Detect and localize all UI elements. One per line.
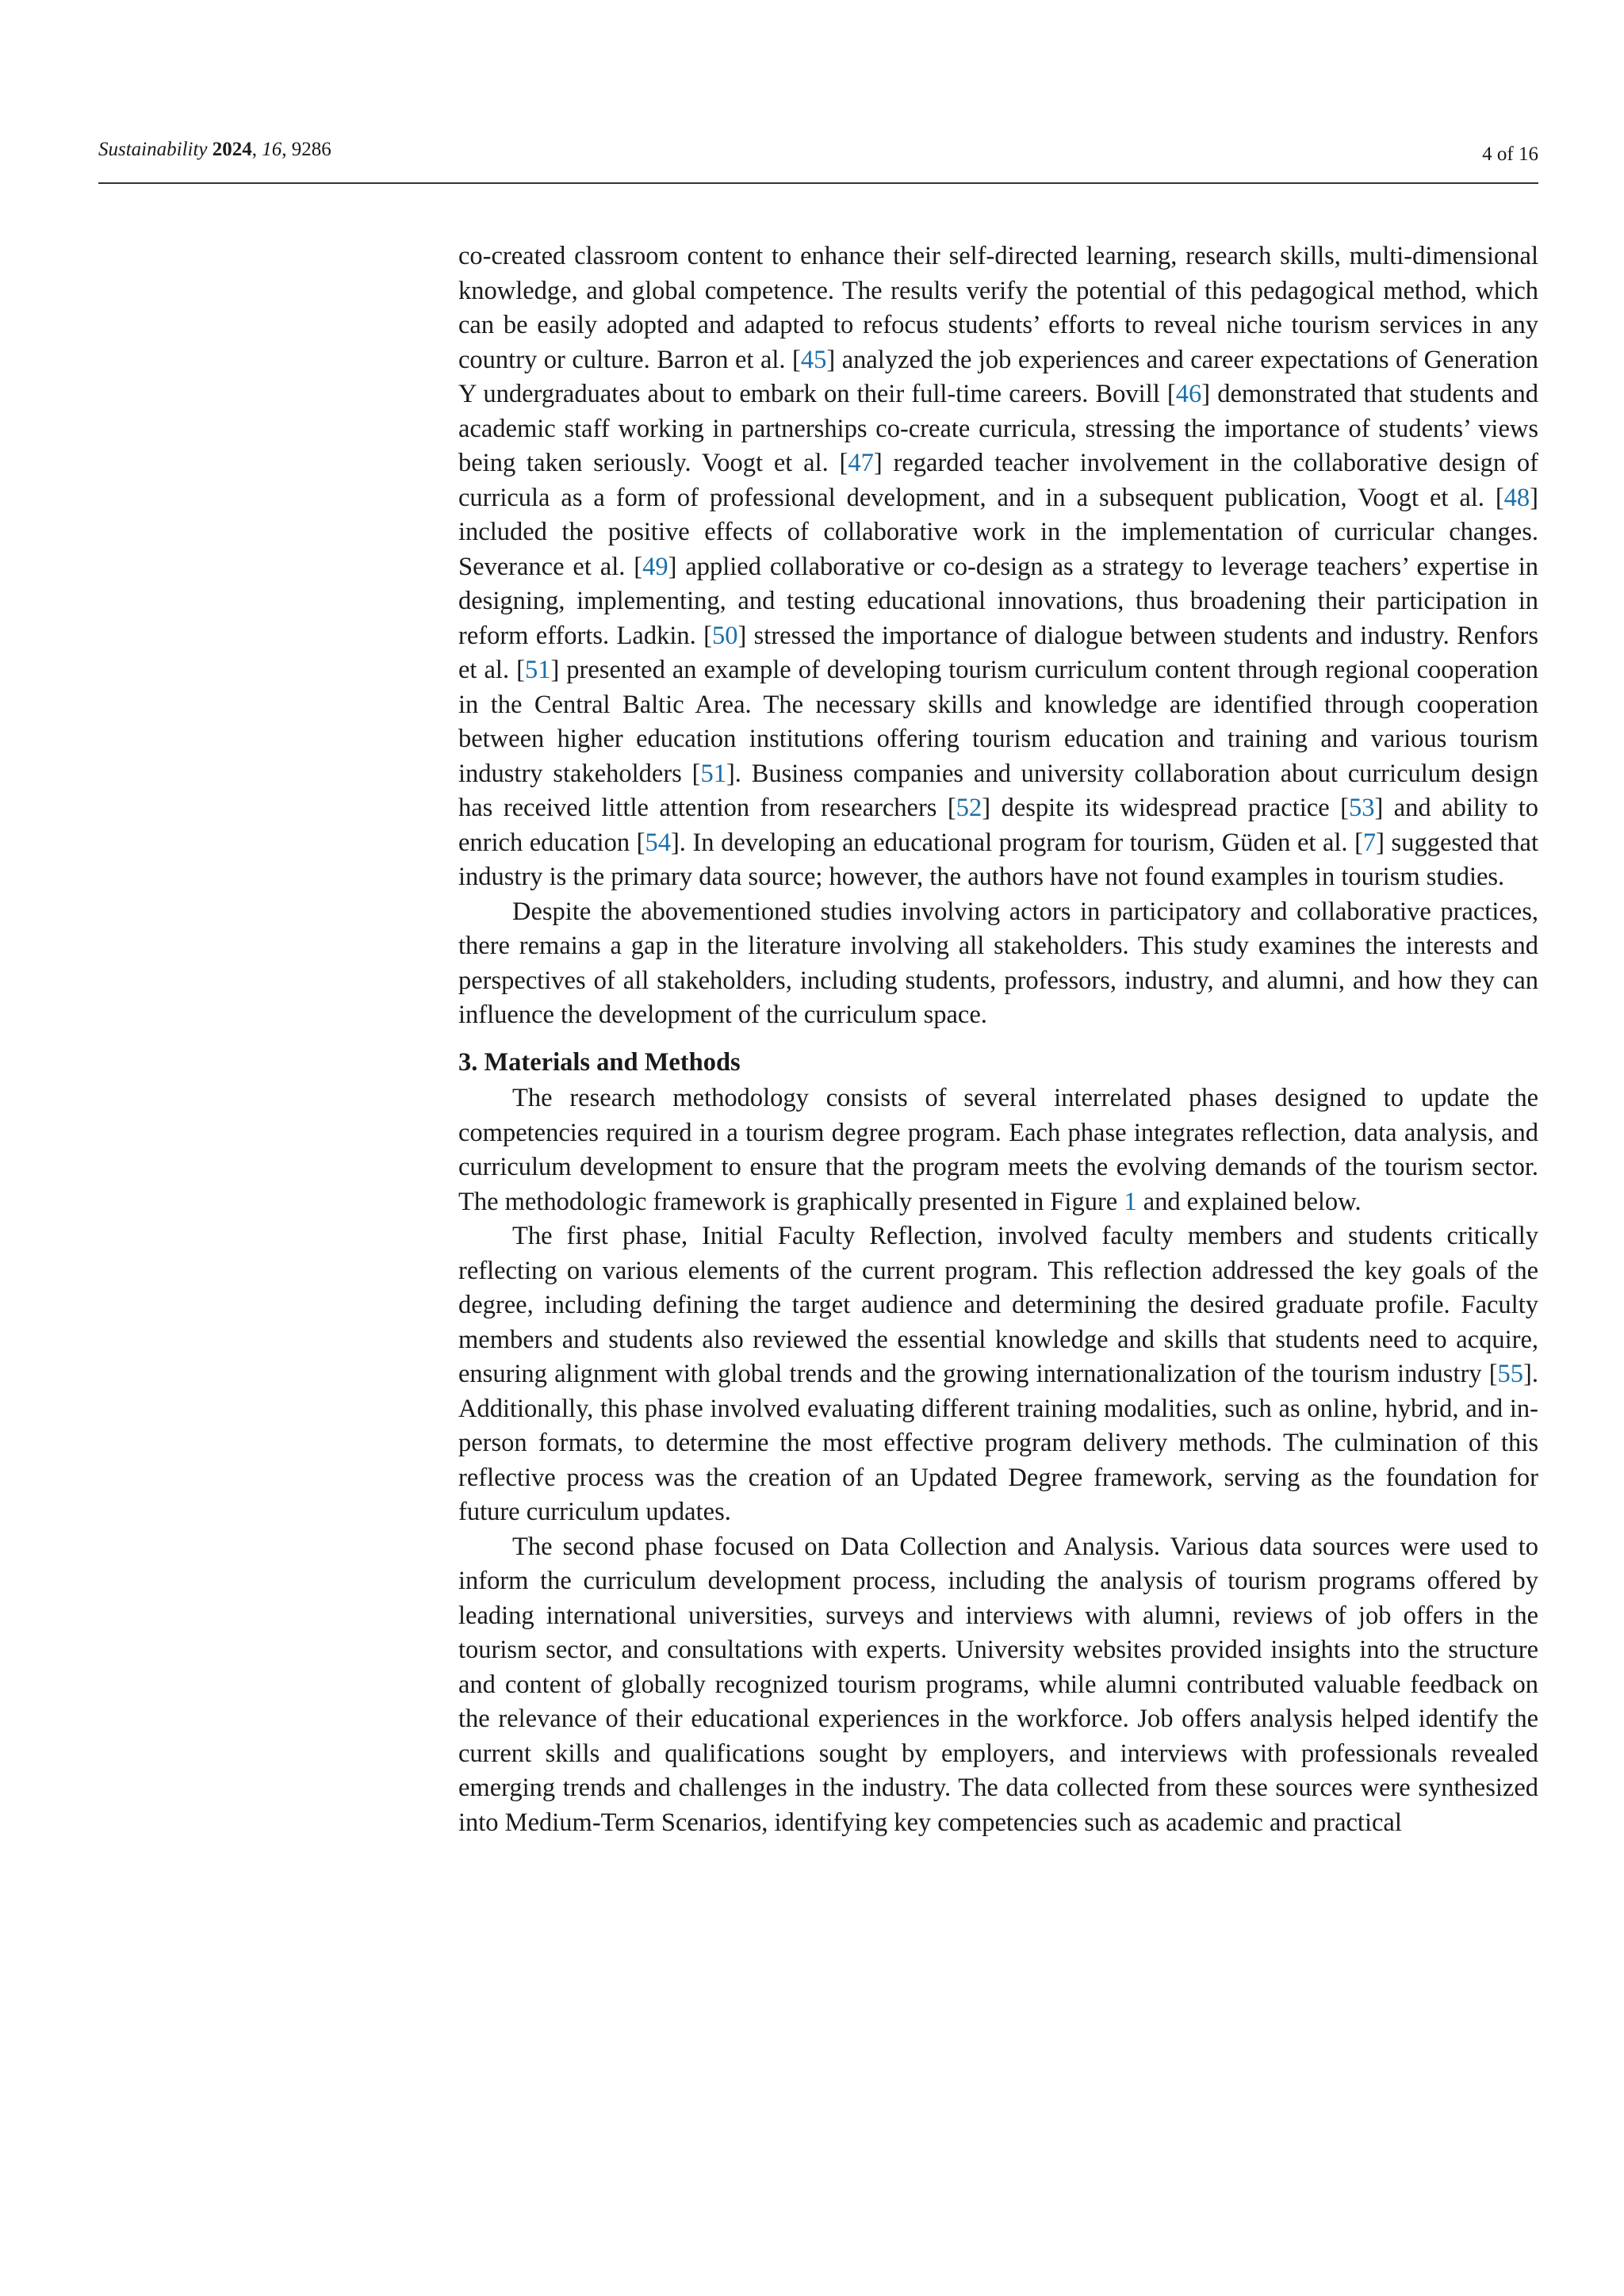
citation-link[interactable]: 48 — [1503, 483, 1530, 512]
citation-link[interactable]: 53 — [1348, 794, 1375, 822]
section-heading: 3. Materials and Methods — [458, 1047, 741, 1077]
citation-link[interactable]: 50 — [711, 621, 738, 650]
paragraph-literature-review: co-created classroom content to enhance their self-directed learning, research skills, multi-dimensional knowledge, and global competence. The results verify the potential of this pedagogical method, which can be easily adopted and adapted to refocus students’ efforts to reveal niche tourism services in any country or culture. Barron et al. [45] analyzed the job experiences and career expectations of Generation Y undergraduates about to embark on their full-time careers. Bovill [46] demonstrated that students and academic staff working in partnerships co-create curricula, stressing the importance of students’ views being taken seriously. Voogt et al. [47] regarded teacher involvement in the collaborative design of curricula as a form of professional development, and in a subsequent publication, Voogt et al. [48] included the positive effects of collaborative work in the implementation of curricular changes. Severance et al. [49] applied collaborative or co-design as a strategy to leverage teachers’ expertise in designing, implementing, and testing educational innovations, thus broadening their participation in reform efforts. Ladkin. [50] stressed the importance of dialogue between students and industry. Renfors et al. [51] presented an example of developing tourism curriculum content through regional cooperation in the Central Baltic Area. The necessary skills and knowledge are identified through cooperation between higher education institutions offering tourism education and training and various tourism industry stakeholders [51]. Business companies and university collaboration about curriculum design has received little attention from researchers [52] despite its widespread practice [53] and ability to enrich education [54]. In developing an educational program for tourism, Güden et al. [7] suggested that industry is the primary data source; however, the authors have not found examples in tourism studies. — [458, 242, 1539, 891]
paragraph-phase-two: The second phase focused on Data Collection and Analysis. Various data sources were used to inform the curriculum development process, including the analysis of tourism programs offered by leading international universities, surveys and interviews with alumni, reviews of job offers in the tourism sector, and consultations with experts. University websites provided insights into the structure and content of globally recognized tourism programs, while alumni contributed valuable feedback on the relevance of their educational experiences in the workforce. Job offers analysis helped identify the current skills and qualifications sought by employers, and interviews with professionals revealed emerging trends and challenges in the industry. The data collected from these sources were synthesized into Medium-Term Scenarios, identifying key competencies such as academic and practical — [458, 1532, 1538, 1837]
journal-citation: Sustainability 2024, 16, 9286 — [98, 139, 331, 160]
citation-link[interactable]: 49 — [642, 552, 668, 581]
citation-link[interactable]: 45 — [800, 345, 827, 374]
citation-link[interactable]: 52 — [956, 794, 982, 822]
citation-link[interactable]: 7 — [1362, 828, 1377, 857]
journal-volume: 16 — [262, 139, 282, 160]
figure-link[interactable]: 1 — [1124, 1187, 1137, 1216]
paragraph-methodology-overview: The research methodology consists of several interrelated phases designed to update the competencies required in a tourism degree program. Each phase integrates reflection, data analysis, and curriculum development to ensure that the program meets the evolving demands of the tourism sector. The methodologic framework is graphically presented in Figure 1 and explained below. — [458, 1084, 1538, 1216]
journal-year: 2024 — [212, 139, 252, 160]
citation-link[interactable]: 51 — [700, 759, 726, 788]
citation-link[interactable]: 46 — [1175, 380, 1202, 408]
paragraph-research-gap: Despite the abovementioned studies involving actors in participatory and collaborative practices, there remains a gap in the literature involving all stakeholders. This study examines the interests and perspectives of all stakeholders, including students, professors, industry, and alumni, and how they can influence the development of the curriculum space. — [458, 897, 1538, 1029]
article-number: 9286 — [291, 139, 331, 160]
citation-link[interactable]: 51 — [524, 656, 551, 684]
citation-link[interactable]: 55 — [1497, 1360, 1524, 1388]
citation-link[interactable]: 54 — [645, 828, 671, 857]
article-body — [458, 239, 1538, 1840]
page-header — [98, 135, 1538, 184]
citation-link[interactable]: 47 — [848, 449, 874, 477]
paragraph-phase-one: The first phase, Initial Faculty Reflection, involved faculty members and students critically reflecting on various elements of the current program. This reflection addressed the key goals of the degree, including defining the target audience and determining the desired graduate profile. Faculty members and students also reviewed the essential knowledge and skills that students need to acquire, ensuring alignment with global trends and the growing internationalization of the tourism industry [55]. Additionally, this phase involved evaluating different training modalities, such as online, hybrid, and in-person formats, to determine the most effective program delivery methods. The culmination of this reflective process was the creation of an Updated Degree framework, serving as the foundation for future curriculum updates. — [458, 1222, 1538, 1526]
journal-name: Sustainability — [98, 139, 208, 160]
page-number: 4 of 16 — [1482, 144, 1538, 165]
